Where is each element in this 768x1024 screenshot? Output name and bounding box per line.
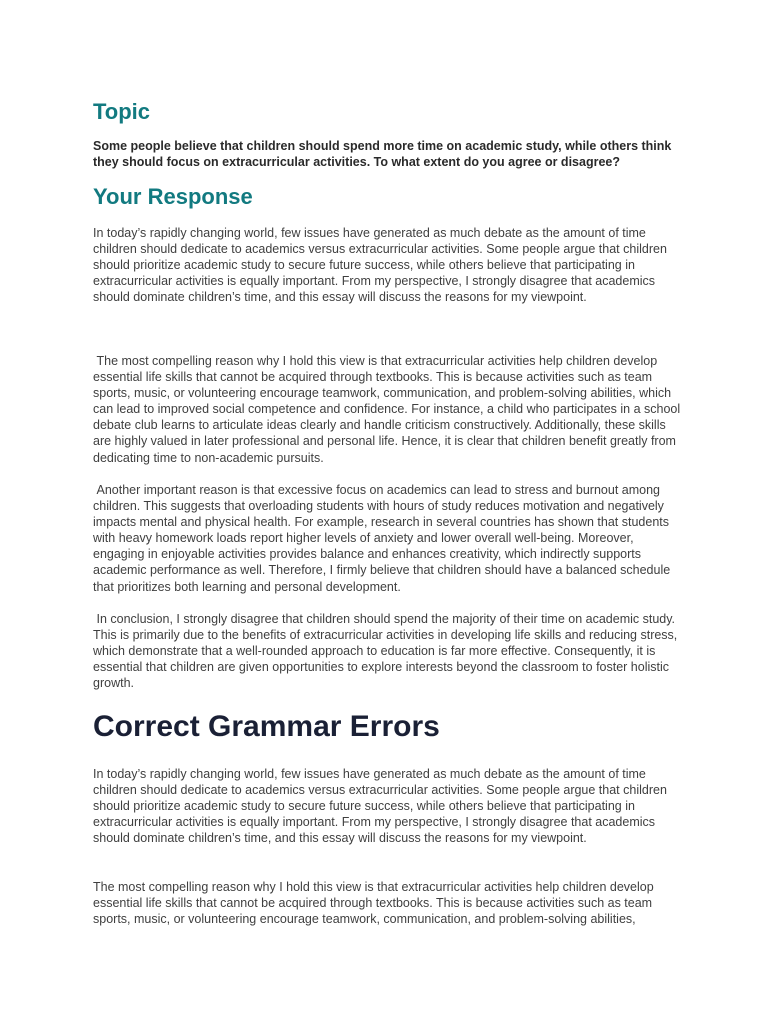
response-paragraph-intro: In today’s rapidly changing world, few issues have generated as much debate as the amount of time children should dedicate to academics versus extracurricular activities. Some people argue that children should prioritize academic study to secure future success, while others believe that participating in extracurricular activities is equally important. From my perspective, I strongly disagree that academics should dominate children’s time, and this essay will discuss the reasons for my viewpoint. xyxy=(93,226,667,305)
response-paragraph-body-2: Another important reason is that excessive focus on academics can lead to stress and burnout among children. This suggests that overloading students with hours of study reduces motivation and negatively impacts mental and physical health. For example, research in several countries has shown that students with heavy homework loads report higher levels of anxiety and lower overall well-being. Moreover, engaging in enjoyable activities provides balance and enhances creativity, which indirectly supports academic performance as well. Therefore, I firmly believe that children should have a balanced schedule that prioritizes both learning and personal development. xyxy=(93,483,674,594)
grammar-paragraph-intro: In today’s rapidly changing world, few issues have generated as much debate as the amount of time children should dedicate to academics versus extracurricular activities. Some people argue that children should prioritize academic study to secure future success, while others believe that participating in extracurricular activities is equally important. From my perspective, I strongly disagree that academics should dominate children’s time, and this essay will discuss the reasons for my viewpoint. xyxy=(93,767,667,846)
topic-heading: Topic xyxy=(93,99,151,124)
topic-prompt: Some people believe that children should spend more time on academic study, while others think they should focus on extracurricular activities. To what extent do you agree or disagree? xyxy=(93,139,672,169)
grammar-heading: Correct Grammar Errors xyxy=(93,710,440,743)
response-paragraph-body-1: The most compelling reason why I hold this view is that extracurricular activities help children develop essential life skills that cannot be acquired through textbooks. This is because activities such as team sports, music, or volunteering encourage teamwork, communication, and problem-solving abilities, which can lead to improved social competence and confidence. For instance, a child who participates in a school debate club learns to articulate ideas clearly and handle criticism constructively. Additionally, these skills are highly valued in later professional and personal life. Hence, it is clear that children benefit greatly from dedicating time to non-academic pursuits. xyxy=(93,354,684,465)
response-heading: Your Response xyxy=(93,184,253,209)
grammar-paragraph-body-1: The most compelling reason why I hold this view is that extracurricular activities help children develop essential life skills that cannot be acquired through textbooks. This is because activities such as team sports, music, or volunteering encourage teamwork, communication, and problem-solving abilities, xyxy=(93,880,654,927)
response-paragraph-conclusion: In conclusion, I strongly disagree that children should spend the majority of their time on academic study. This is primarily due to the benefits of extracurricular activities in developing life skills and reducing stress, which demonstrate that a well-rounded approach to education is far more effective. Consequently, it is essential that children are given opportunities to explore interests beyond the classroom to foster holistic growth. xyxy=(93,612,681,691)
